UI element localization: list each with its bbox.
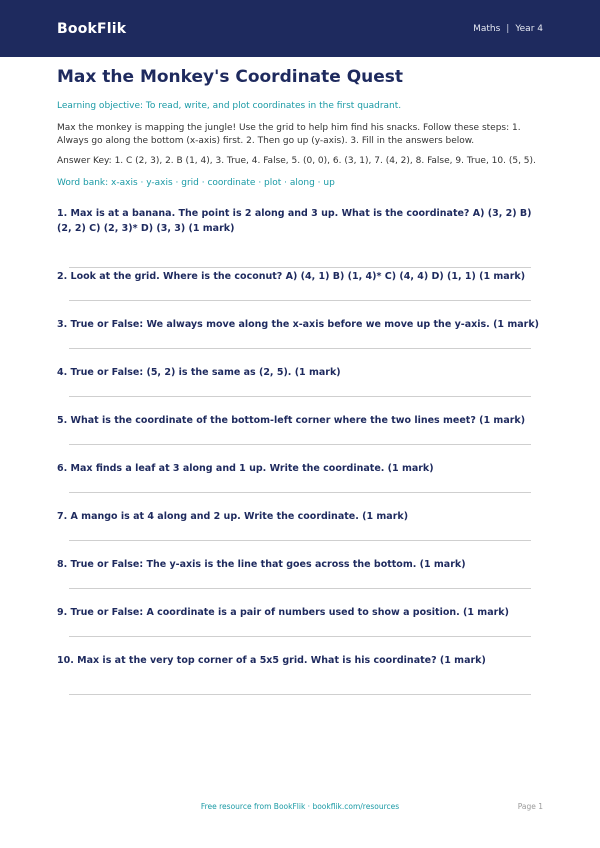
answer-line[interactable] [69, 267, 531, 268]
page-title: Max the Monkey's Coordinate Quest [57, 67, 404, 87]
question-text: 1. Max is at a banana. The point is 2 along and 3 up. What is the coordinate? A) (3, 2) B) (2, 2) C) (2, 3)* D) (3, 3) (1 mark) [57, 208, 532, 234]
intro-text: Max the monkey is mapping the jungle! Use the grid to help him find his snacks. Follow these steps: 1. Always go along the bottom (x-axis) first. 2. Then go up (y-axis). 3. Fill in the answers below. [57, 123, 521, 146]
question-7 [57, 509, 543, 557]
question-2 [57, 269, 543, 317]
question-text: 7. A mango is at 4 along and 2 up. Write the coordinate. (1 mark) [57, 511, 409, 522]
footer-credit[interactable]: Free resource from BookFlik · bookflik.com/resources [200, 802, 400, 811]
learning-objective: Learning objective: To read, write, and plot coordinates in the first quadrant. [57, 101, 402, 111]
question-9 [57, 605, 543, 653]
question-text: 10. Max is at the very top corner of a 5x5 grid. What is his coordinate? (1 mark) [57, 655, 486, 666]
question-text: 8. True or False: The y-axis is the line that goes across the bottom. (1 mark) [57, 559, 466, 570]
answer-key: Answer Key: 1. C (2, 3), 2. B (1, 4), 3. True, 4. False, 5. (0, 0), 6. (3, 1), 7. (4, 2), 8. False, 9. True, 10. (5, 5). [57, 156, 536, 166]
answer-line[interactable] [69, 396, 531, 397]
question-6 [57, 461, 543, 509]
answer-line[interactable] [69, 636, 531, 637]
question-1 [57, 206, 543, 269]
answer-line[interactable] [69, 444, 531, 445]
subject-label: Maths [473, 23, 501, 34]
question-text: 2. Look at the grid. Where is the coconut? A) (4, 1) B) (1, 4)* C) (4, 4) D) (1, 1) (1 mark) [57, 271, 526, 282]
question-text: 5. What is the coordinate of the bottom-left corner where the two lines meet? (1 mark) [57, 415, 526, 426]
question-8 [57, 557, 543, 605]
answer-line[interactable] [69, 588, 531, 589]
question-3 [57, 317, 543, 365]
question-10 [57, 653, 543, 701]
header-meta [473, 24, 543, 34]
question-text: 3. True or False: We always move along the x-axis before we move up the y-axis. (1 mark) [57, 319, 539, 330]
page-number: Page 1 [517, 802, 543, 811]
answer-line[interactable] [69, 694, 531, 695]
word-bank: Word bank: x-axis · y-axis · grid · coordinate · plot · along · up [57, 178, 335, 188]
question-text: 4. True or False: (5, 2) is the same as (2, 5). (1 mark) [57, 367, 341, 378]
year-label: Year 4 [515, 23, 543, 34]
answer-line[interactable] [69, 492, 531, 493]
page-header [0, 0, 600, 57]
answer-line[interactable] [69, 348, 531, 349]
question-4 [57, 365, 543, 413]
worksheet-content [57, 66, 543, 701]
question-text: 9. True or False: A coordinate is a pair of numbers used to show a position. (1 mark) [57, 607, 509, 618]
brand-logo: BookFlik [57, 20, 127, 37]
question-text: 6. Max finds a leaf at 3 along and 1 up. Write the coordinate. (1 mark) [57, 463, 434, 474]
meta-separator: | [506, 23, 510, 34]
question-list [57, 206, 543, 701]
answer-line[interactable] [69, 540, 531, 541]
answer-line[interactable] [69, 300, 531, 301]
question-5 [57, 413, 543, 461]
